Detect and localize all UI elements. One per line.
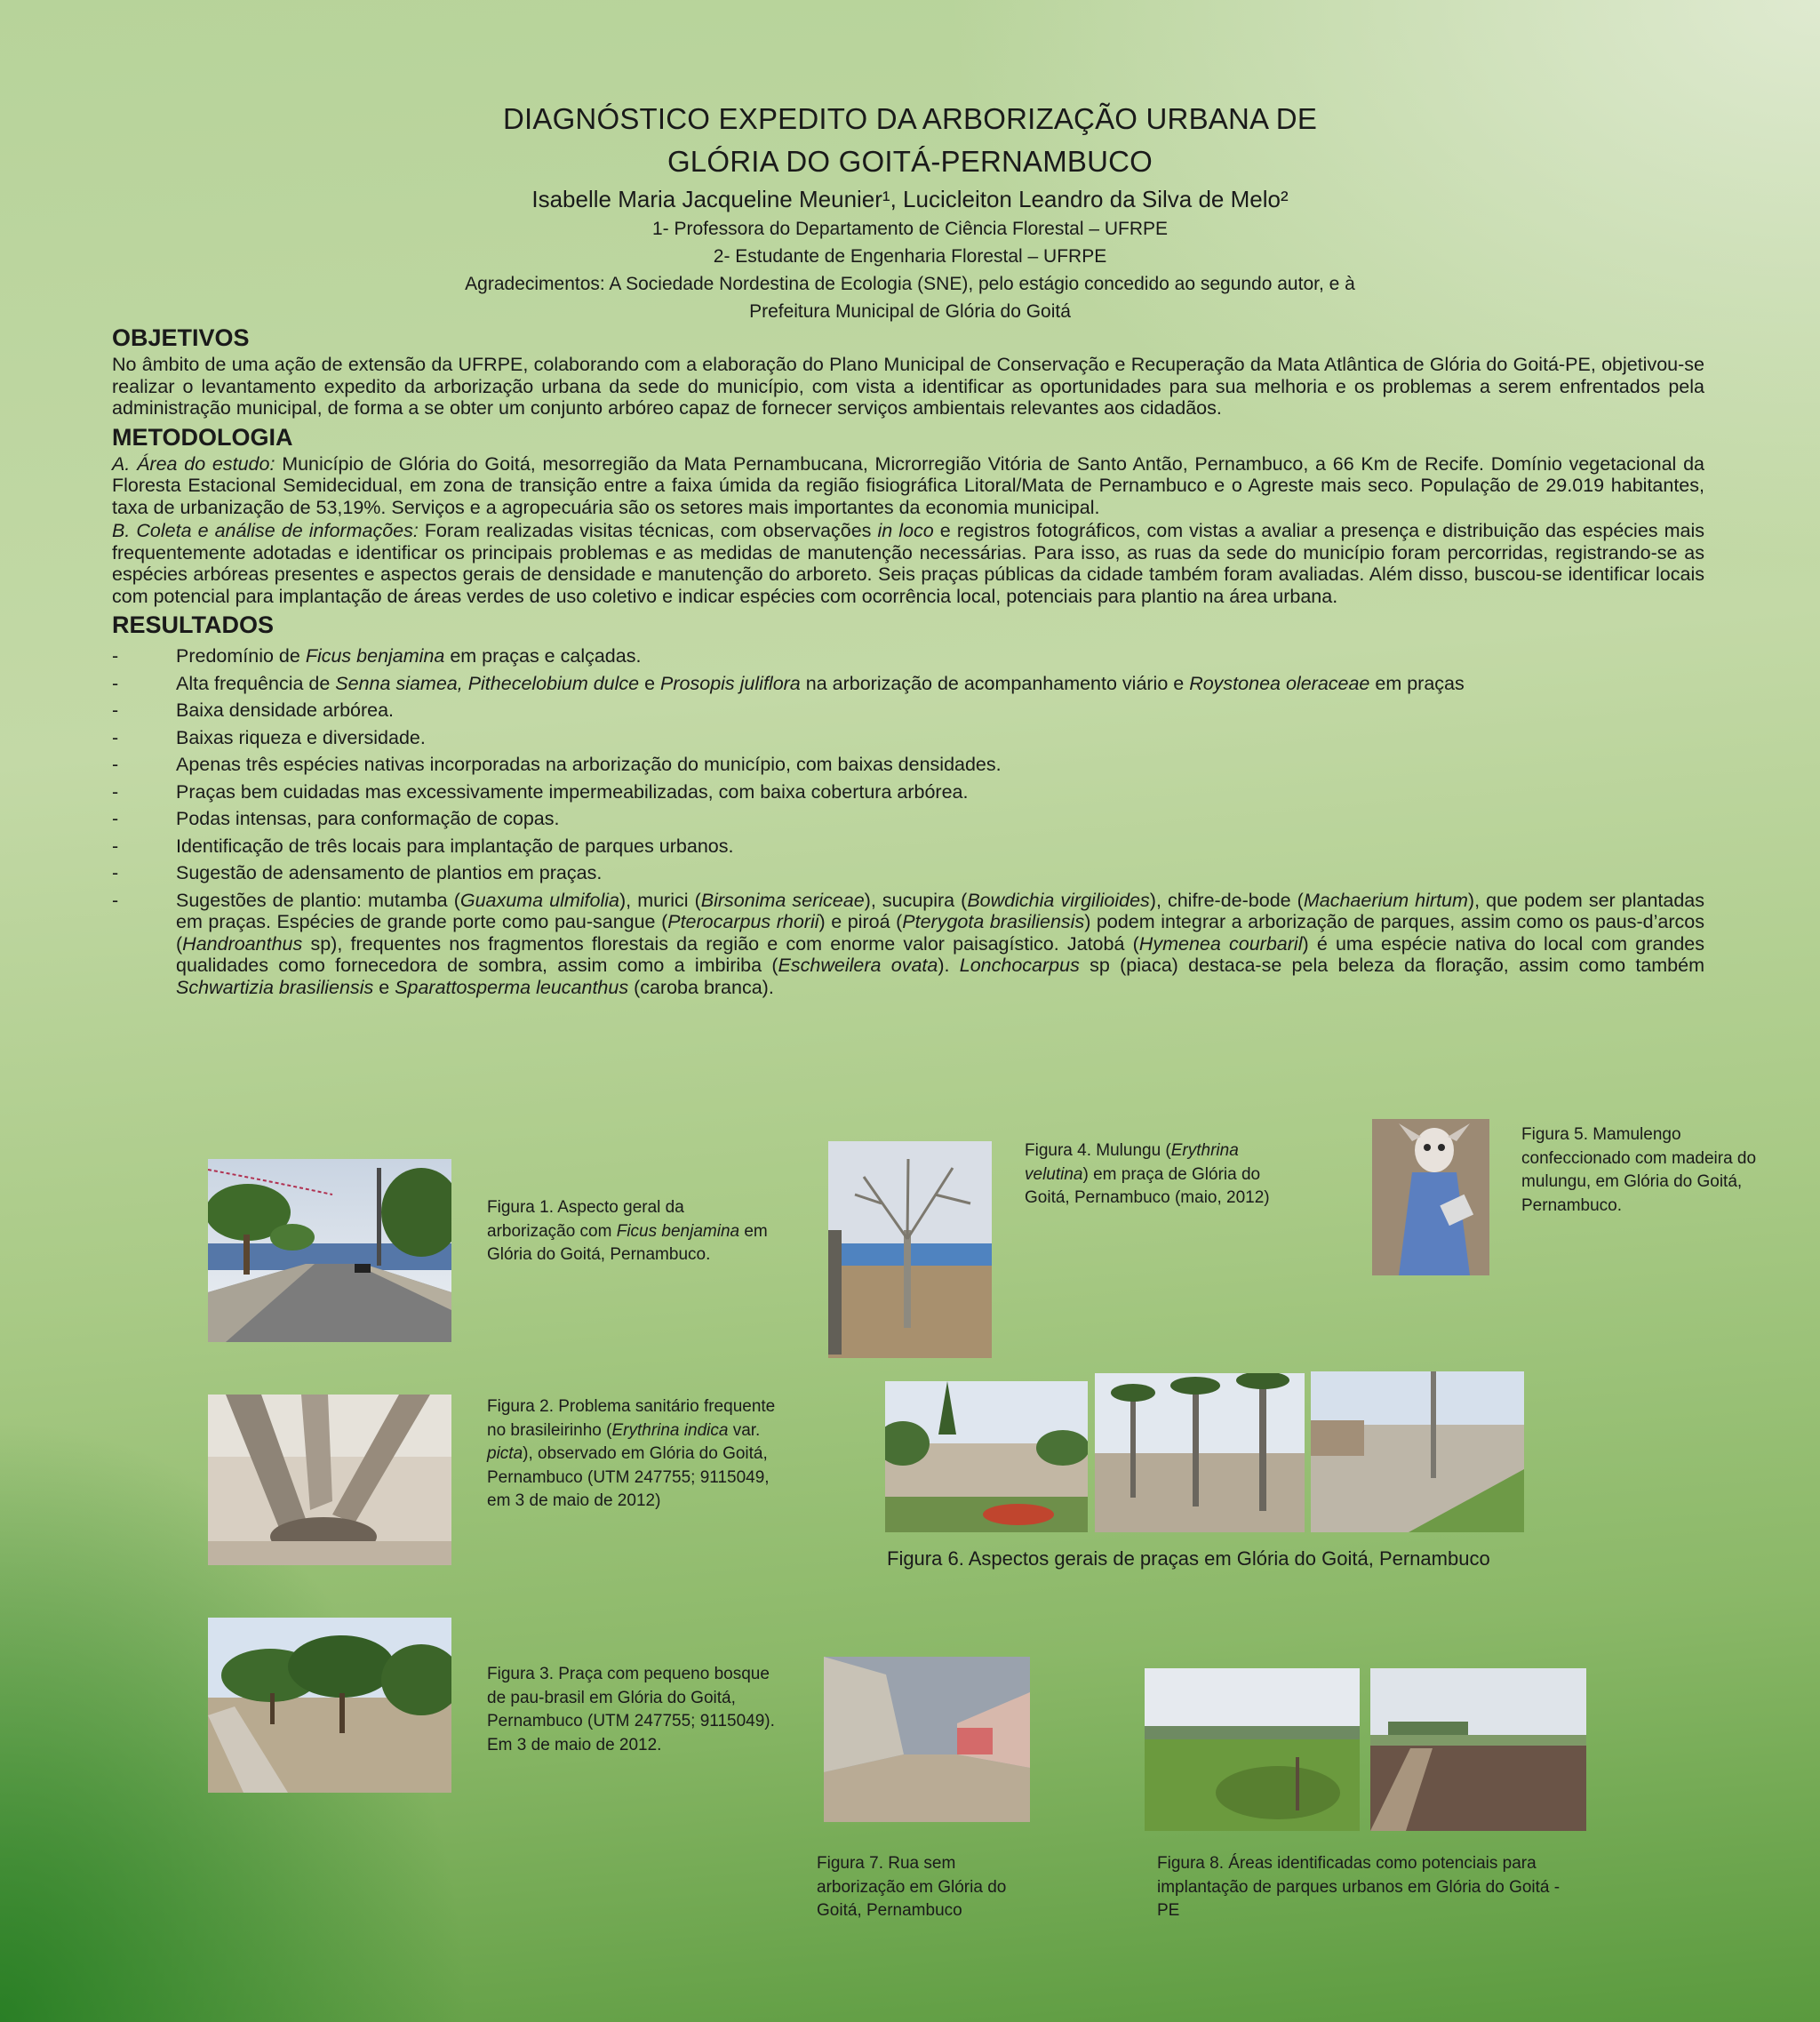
acknowledgements-line-2: Prefeitura Municipal de Glória do Goitá [749, 301, 1071, 322]
objetivos-text: No âmbito de uma ação de extensão da UFRPE, colaborando com a elaboração do Plano Municipal de Conservação e Recuperação da Mata Atlântica de Glória do Goitá-PE, objetivou-se realizar o levantamento expedito da arborização urbana da sede do município, com vista a identificar as oportunidades para sua melhoria e os problemas a serem enfrentados pela administração municipal, de forma a se obter um conjunto arbóreo capaz de fornecer serviços ambientais relevantes aos cidadãos. [112, 354, 1704, 419]
figure-1-photo [208, 1159, 451, 1342]
figure-3-photo [208, 1618, 451, 1793]
poster-header [0, 98, 1820, 325]
figure-8b-photo [1370, 1668, 1586, 1831]
metodologia-heading: METODOLOGIA [112, 423, 293, 451]
affiliation-1: 1- Professora do Departamento de Ciência Florestal – UFRPE [651, 219, 1169, 239]
figure-2-caption: Figura 2. Problema sanitário frequente no brasileirinho (Erythrina indica var. picta), observado em Glória do Goitá, Pernambuco (UTM 247755; 9115049, em 3 de maio de 2012) [487, 1397, 776, 1510]
metodologia-area [112, 453, 1704, 519]
figure-1-caption: Figura 1. Aspecto geral da arborização com Ficus benjamina em Glória do Goitá, Pernambuco. [487, 1198, 768, 1264]
figure-6-caption: Figura 6. Aspectos gerais de praças em Glória do Goitá, Pernambuco [887, 1547, 1490, 1570]
result-item: - Sugestão de adensamento de plantios em praças. [112, 859, 1704, 887]
area-text: Município de Glória do Goitá, mesorregião da Mata Pernambucana, Microrregião Vitória de Santo Antão, Pernambuco, a 66 Km de Recife. Domínio vegetacional da Floresta Estacional Semidecidual, em zona de transição entre a faixa úmida da região fisiográfica Litoral/Mata de Pernambuco e o Agreste mais seco. População de 29.019 habitantes, taxa de urbanização de 53,19%. Serviços e a agropecuária são os setores mais importantes da economia municipal. [112, 452, 1704, 518]
poster-text-body [112, 322, 1704, 998]
figure-5-caption: Figura 5. Mamulengo confeccionado com madeira do mulungu, em Glória do Goitá, Pernambuco. [1521, 1125, 1757, 1215]
figure-2-photo [208, 1395, 451, 1565]
result-item: - Podas intensas, para conformação de copas. [112, 805, 1704, 833]
result-item: - Predomínio de Ficus benjamina em praças e calçadas. [112, 643, 1704, 670]
coleta-text-1: Foram realizadas visitas técnicas, com observações [418, 520, 878, 541]
objetivos-heading: OBJETIVOS [112, 324, 250, 351]
figure-5-photo [1372, 1119, 1489, 1275]
figure-6a-photo [885, 1381, 1088, 1532]
figure-4-photo [828, 1141, 992, 1358]
figure-8a-photo [1145, 1668, 1360, 1831]
figure-3-caption: Figura 3. Praça com pequeno bosque de pau-brasil em Glória do Goitá, Pernambuco (UTM 247755; 9115049). Em 3 de maio de 2012. [487, 1665, 775, 1754]
area-label: A. Área do estudo: [112, 452, 275, 475]
coleta-label: B. Coleta e análise de informações: [112, 520, 419, 541]
figure-7-caption: Figura 7. Rua sem arborização em Glória do Goitá, Pernambuco [817, 1854, 1007, 1920]
coleta-text-2: e registros fotográficos, com vistas a avaliar a presença e distribuição das espécies mais frequentemente adotadas e identificar os principais problemas e as medidas de manutenção necessárias. Para isso, as ruas da sede do município foram percorridas, registrando-se as espécies arbóreas presentes e aspectos gerais de densidade e manutenção do arboreto. Seis praças públicas da cidade também foram avaliadas. Além disso, buscou-se identificar locais com potencial para implantação de áreas verdes de uso coletivo e indicar espécies com ocorrência local, potenciais para plantio na área urbana. [112, 520, 1704, 607]
result-item: - Sugestões de plantio: mutamba (Guaxuma ulmifolia), murici (Birsonima sericeae), sucupira (Bowdichia virgilioides), chifre-de-bode (Machaerium hirtum), que podem ser plantadas em praças. Espécies de grande porte como pau-sangue (Pterocarpus rhorii) e piroá (Pterygota brasiliensis) podem integrar a arborização de parques, assim como os paus-d’arcos (Handroanthus sp), frequentes nos fragmentos florestais da região e com enorme valor paisagístico. Jatobá (Hymenea courbaril) é uma espécie nativa do local com grandes qualidades como fornecedora de sombra, assim como a imbiriba (Eschweilera ovata). Lonchocarpus sp (piaca) destaca-se pela beleza da floração, assim como também Schwartizia brasiliensis e Sparattosperma leucanthus (caroba branca). [112, 890, 1704, 999]
result-item: - Alta frequência de Senna siamea, Pithecelobium dulce e Prosopis juliflora na arborização de acompanhamento viário e Roystonea oleraceae em praças [112, 670, 1704, 698]
result-item: - Praças bem cuidadas mas excessivamente impermeabilizadas, com baixa cobertura arbórea. [112, 779, 1704, 806]
figure-6b-photo [1095, 1373, 1305, 1532]
figure-7-photo [824, 1657, 1030, 1822]
figure-4-caption: Figura 4. Mulungu (Erythrina velutina) em praça de Glória do Goitá, Pernambuco (maio, 2012) [1025, 1141, 1270, 1207]
acknowledgements-line-1: Agradecimentos: A Sociedade Nordestina de Ecologia (SNE), pelo estágio concedido ao segundo autor, e à [465, 274, 1355, 294]
title-line-1: DIAGNÓSTICO EXPEDITO DA ARBORIZAÇÃO URBANA DE [502, 102, 1318, 135]
metodologia-coleta [112, 520, 1704, 607]
coleta-in-loco: in loco [877, 520, 934, 541]
result-item: - Baixas riqueza e diversidade. [112, 724, 1704, 752]
figure-6c-photo [1311, 1371, 1524, 1532]
authors: Isabelle Maria Jacqueline Meunier¹, Lucicleiton Leandro da Silva de Melo² [531, 186, 1289, 212]
result-item: - Baixa densidade arbórea. [112, 697, 1704, 724]
result-item: - Apenas três espécies nativas incorporadas na arborização do município, com baixas densidades. [112, 751, 1704, 779]
result-item: - Identificação de três locais para implantação de parques urbanos. [112, 833, 1704, 860]
affiliation-2: 2- Estudante de Engenharia Florestal – UFRPE [713, 246, 1107, 267]
title-line-2: GLÓRIA DO GOITÁ-PERNAMBUCO [667, 145, 1153, 178]
resultados-list [112, 643, 1704, 998]
resultados-heading: RESULTADOS [112, 611, 274, 638]
figure-8-caption: Figura 8. Áreas identificadas como potenciais para implantação de parques urbanos em Glória do Goitá - PE [1157, 1854, 1561, 1920]
